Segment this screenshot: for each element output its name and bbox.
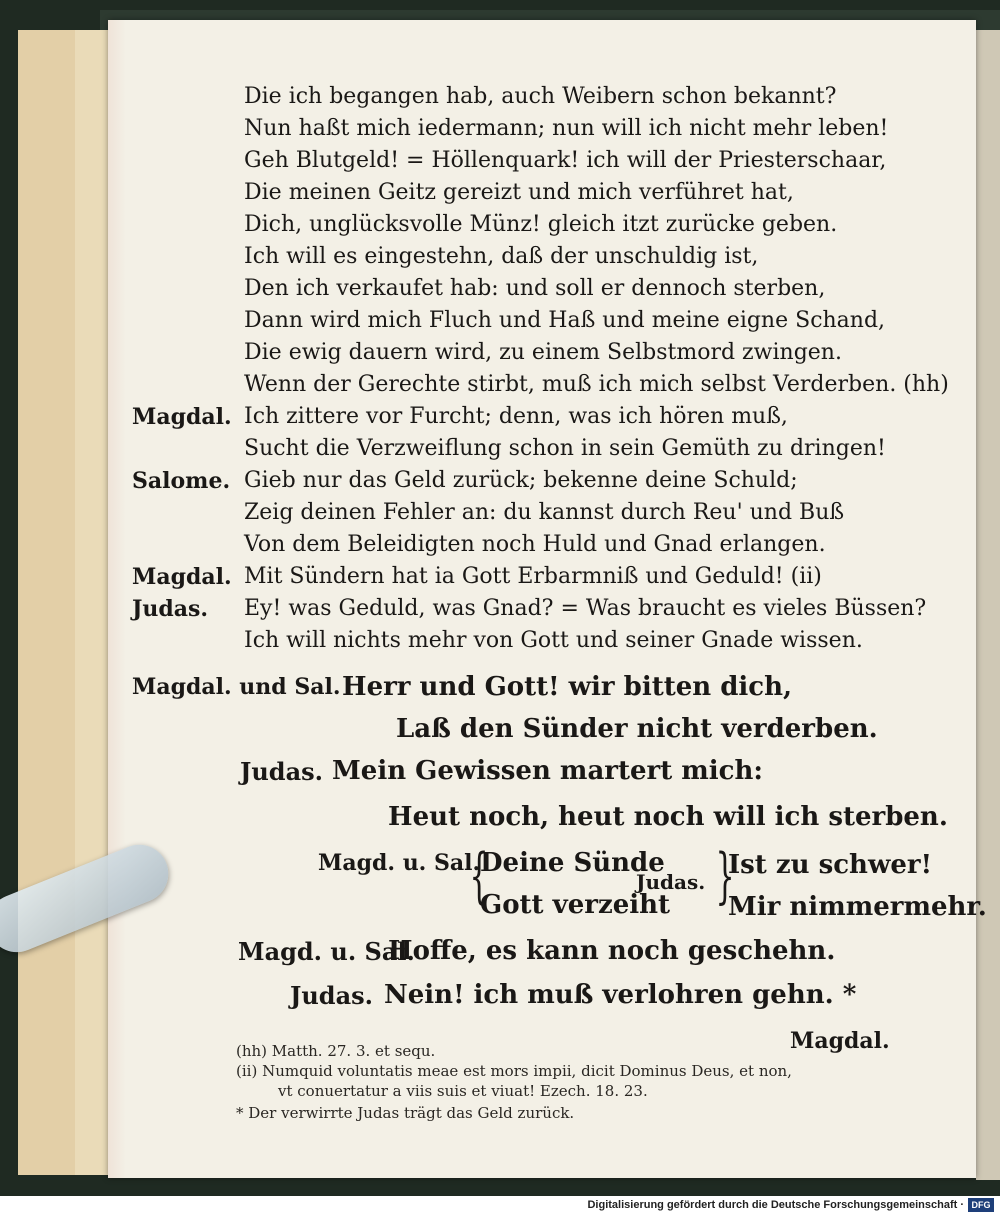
judas-line: Mein Gewissen martert mich: [332, 756, 764, 786]
footnote: (hh) Matth. 27. 3. et sequ. [236, 1042, 436, 1060]
left-brace: { [469, 841, 489, 911]
duet-line: Gott verzeiht [480, 890, 671, 920]
verse-line: Zeig deinen Fehler an: du kannst durch Reu' und Buß [244, 500, 845, 525]
verse-line: Dich, unglücksvolle Münz! gleich itzt zurücke geben. [244, 212, 838, 237]
footnote: * Der verwirrte Judas trägt das Geld zurück. [236, 1104, 575, 1122]
duet-mid-speaker: Judas. [636, 870, 706, 894]
closing-judas-line: Nein! ich muß verlohren gehn. * [384, 980, 857, 1010]
verse-line: Sucht die Verzweiflung schon in sein Gemüth zu dringen! [244, 436, 886, 461]
verse-line: Mit Sündern hat ia Gott Erbarmniß und Geduld! (ii) [244, 564, 822, 589]
dfg-logo: DFG [968, 1198, 994, 1212]
verse-line: Von dem Beleidigten noch Huld und Gnad erlangen. [244, 532, 826, 557]
page-gutter [108, 20, 126, 1178]
chorus-speaker: Magdal. und Sal. [132, 674, 341, 700]
verse-line: Ich will nichts mehr von Gott und seiner Gnade wissen. [244, 628, 863, 653]
verse-line: Ey! was Geduld, was Gnad? = Was braucht es vieles Büssen? [244, 596, 927, 621]
right-brace: } [715, 841, 735, 911]
judas-line: Heut noch, heut noch will ich sterben. [388, 802, 948, 832]
duet-line: Deine Sünde [480, 848, 665, 878]
verse-line: Die ewig dauern wird, zu einem Selbstmord zwingen. [244, 340, 842, 365]
verse-line: Die ich begangen hab, auch Weibern schon bekannt? [244, 84, 837, 109]
verse-line: Den ich verkaufet hab: und soll er dennoch sterben, [244, 276, 826, 301]
verse-line: Die meinen Geitz gereizt und mich verführet hat, [244, 180, 794, 205]
verse-line: Nun haßt mich iedermann; nun will ich nicht mehr leben! [244, 116, 889, 141]
verse-line: Dann wird mich Fluch und Haß und meine eigne Schand, [244, 308, 886, 333]
catchword: Magdal. [790, 1028, 890, 1054]
duet-line: Ist zu schwer! [728, 850, 932, 880]
chorus-line: Laß den Sünder nicht verderben. [396, 714, 878, 744]
duet-line: Mir nimmermehr. [728, 892, 987, 922]
right-page-edge [976, 30, 1000, 1180]
speaker-label: Salome. [132, 468, 231, 494]
duet-left-speaker: Magd. u. Sal. [318, 850, 481, 876]
judas-speaker: Judas. [240, 757, 324, 786]
footnote: vt conuertatur a viis suis et viuat! Ezech. 18. 23. [278, 1082, 648, 1100]
closing-judas-speaker: Judas. [290, 981, 374, 1010]
verse-line: Ich will es eingestehn, daß der unschuldig ist, [244, 244, 759, 269]
chorus-line: Herr und Gott! wir bitten dich, [342, 672, 793, 702]
footnote: (ii) Numquid voluntatis meae est mors impii, dicit Dominus Deus, et non, [236, 1062, 792, 1080]
closing-line: Hoffe, es kann noch geschehn. [388, 936, 836, 966]
speaker-label: Magdal. [132, 564, 232, 590]
verse-line: Gieb nur das Geld zurück; bekenne deine Schuld; [244, 468, 798, 493]
speaker-label: Judas. [132, 596, 209, 622]
verse-line: Ich zittere vor Furcht; denn, was ich hören muß, [244, 404, 788, 429]
verse-line: Wenn der Gerechte stirbt, muß ich mich selbst Verderben. (hh) [244, 372, 949, 397]
closing-speaker: Magd. u. Sal. [238, 937, 415, 966]
footer-credit: Digitalisierung gefördert durch die Deutsche Forschungsgemeinschaft · [587, 1199, 964, 1211]
verse-line: Geh Blutgeld! = Höllenquark! ich will der Priesterschaar, [244, 148, 887, 173]
speaker-label: Magdal. [132, 404, 232, 430]
